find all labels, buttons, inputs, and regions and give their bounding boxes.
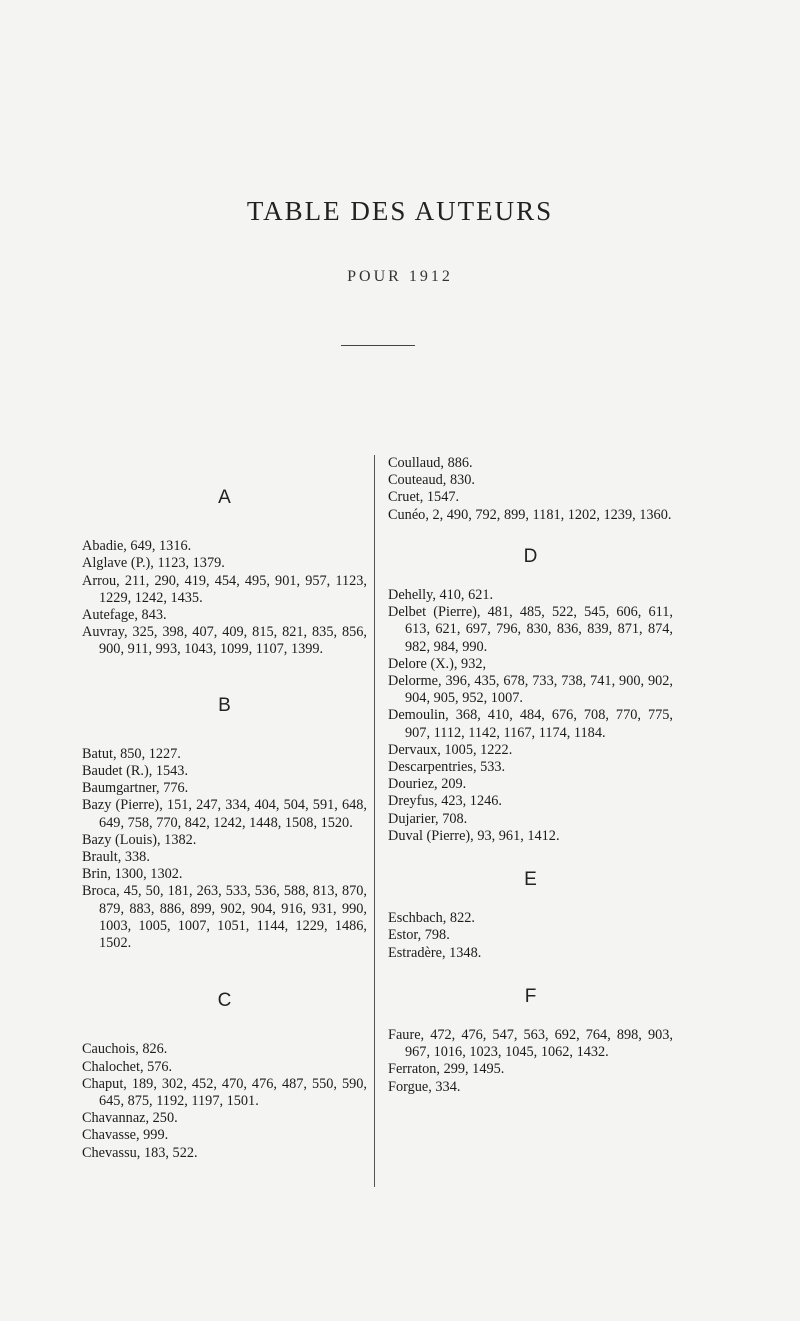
index-entry: Bazy (Louis), 1382.	[82, 831, 197, 848]
section-letter-d: D	[523, 545, 538, 567]
index-entry: Chavannaz, 250.	[82, 1110, 178, 1127]
index-entry: Batut, 850, 1227.	[82, 745, 181, 762]
index-entry: Abadie, 649, 1316.	[82, 538, 192, 555]
page-subtitle: POUR 1912	[347, 268, 453, 285]
index-entry: Coullaud, 886.	[388, 455, 473, 471]
section-letter-a: A	[218, 487, 231, 508]
index-entry: Baudet (R.), 1543.	[82, 763, 189, 780]
index-entry: Broca, 45, 50, 181, 263, 533, 536, 588, 813, 870, 879, 883, 886, 899, 902, 904, 916, 931, 990, 1003, 1005, 1007, 1051, 1144, 1229, 1486, 1502.	[82, 883, 367, 952]
index-entry: Ferraton, 299, 1495.	[388, 1061, 505, 1078]
index-entry: Estor, 798.	[388, 927, 450, 944]
index-entry: Chevassu, 183, 522.	[82, 1144, 198, 1161]
index-entry: Brault, 338.	[82, 849, 150, 866]
index-entry: Dujarier, 708.	[388, 810, 468, 827]
index-entry: Delore (X.), 932,	[388, 655, 487, 672]
index-entry: Cruet, 1547.	[388, 489, 460, 506]
index-entry: Descarpentries, 533.	[388, 759, 506, 776]
index-entry: Forgue, 334.	[388, 1078, 461, 1095]
section-letter-b: B	[218, 694, 231, 716]
index-entry: Delbet (Pierre), 481, 485, 522, 545, 606, 611, 613, 621, 697, 796, 830, 836, 839, 871, 874, 982, 984, 990.	[388, 604, 673, 655]
index-entry: Bazy (Pierre), 151, 247, 334, 404, 504, 591, 648, 649, 758, 770, 842, 1242, 1448, 1508, 1520.	[82, 797, 367, 831]
left-column	[82, 455, 367, 1162]
index-entry: Duval (Pierre), 93, 961, 1412.	[388, 827, 560, 844]
index-entry: Dehelly, 410, 621.	[388, 587, 494, 604]
index-entry: Cauchois, 826.	[82, 1041, 168, 1058]
index-entry: Couteaud, 830.	[388, 472, 475, 489]
section-letter-e: E	[524, 869, 537, 891]
page-title: TABLE DES AUTEURS	[246, 196, 554, 226]
index-entry: Auvray, 325, 398, 407, 409, 815, 821, 835, 856, 900, 911, 993, 1043, 1099, 1107, 1399.	[82, 624, 367, 658]
index-entry: Faure, 472, 476, 547, 563, 692, 764, 898, 903, 967, 1016, 1023, 1045, 1062, 1432.	[388, 1027, 673, 1061]
index-entry: Chalochet, 576.	[82, 1058, 173, 1075]
index-entry: Eschbach, 822.	[388, 910, 475, 927]
index-entry: Chavasse, 999.	[82, 1127, 169, 1144]
index-entry: Delorme, 396, 435, 678, 733, 738, 741, 900, 902, 904, 905, 952, 1007.	[388, 673, 673, 707]
section-letter-f: F	[524, 985, 537, 1007]
index-entry: Arrou, 211, 290, 419, 454, 495, 901, 957, 1123, 1229, 1242, 1435.	[82, 572, 367, 606]
right-column	[388, 455, 673, 1096]
title-rule	[341, 345, 415, 346]
index-entry: Baumgartner, 776.	[82, 780, 189, 797]
index-entry: Dreyfus, 423, 1246.	[388, 793, 502, 810]
section-letter-c: C	[217, 990, 232, 1012]
index-entry: Demoulin, 368, 410, 484, 676, 708, 770, 775, 907, 1112, 1142, 1167, 1174, 1184.	[388, 707, 673, 741]
index-entry: Cunéo, 2, 490, 792, 899, 1181, 1202, 1239, 1360.	[388, 506, 672, 523]
index-entry: Brin, 1300, 1302.	[82, 866, 183, 883]
column-divider	[374, 455, 375, 1187]
index-entry: Douriez, 209.	[388, 776, 467, 793]
index-entry: Alglave (P.), 1123, 1379.	[82, 555, 225, 572]
index-entry: Chaput, 189, 302, 452, 470, 476, 487, 550, 590, 645, 875, 1192, 1197, 1501.	[82, 1075, 367, 1110]
index-entry: Estradère, 1348.	[388, 944, 482, 961]
index-entry: Autefage, 843.	[82, 607, 167, 624]
index-entry: Dervaux, 1005, 1222.	[388, 741, 513, 758]
